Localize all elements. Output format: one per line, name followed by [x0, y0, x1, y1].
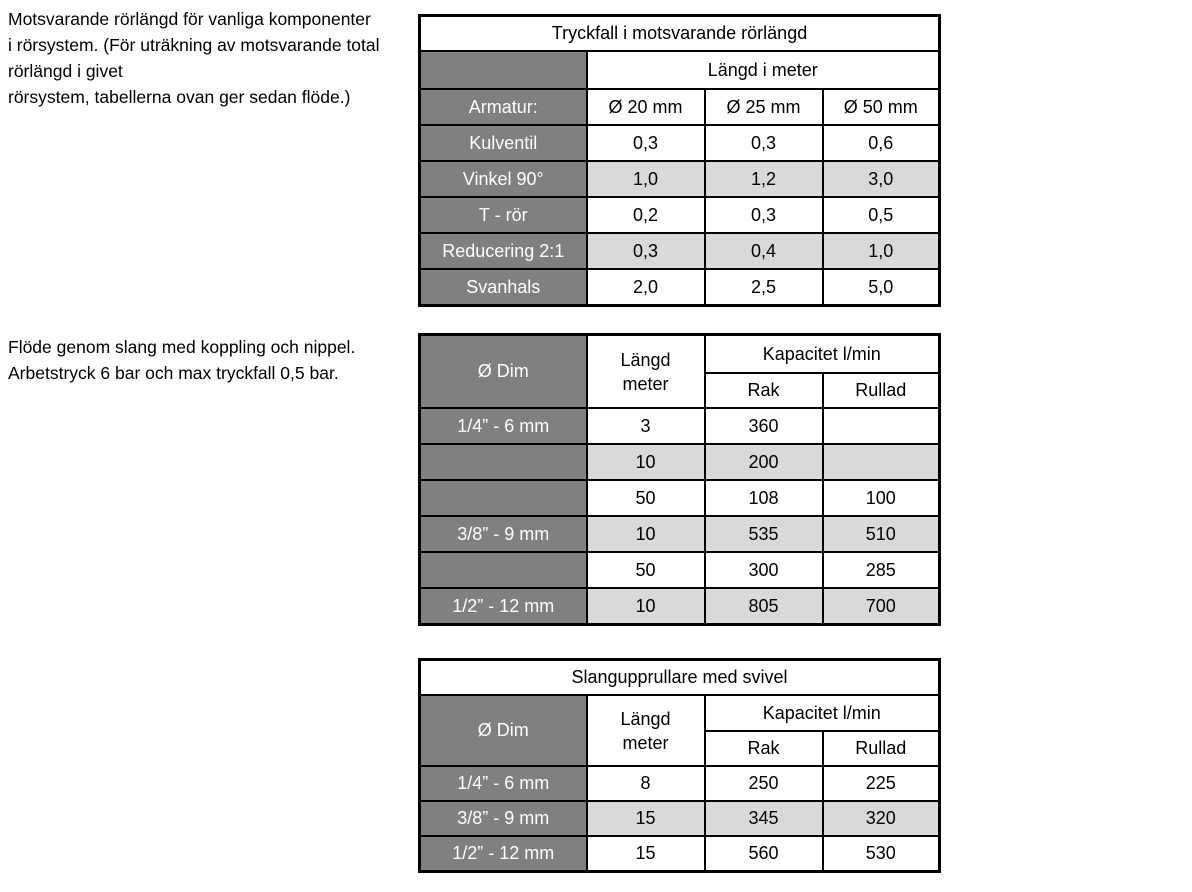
value-cell: 0,3	[705, 197, 823, 233]
value-cell: 2,0	[587, 269, 705, 306]
row-label-cell: Reducering 2:1	[420, 233, 587, 269]
armatur-header-cell: Armatur:	[420, 89, 587, 125]
table-title-row	[420, 660, 940, 696]
hose-flow-table	[418, 333, 941, 626]
table-row	[420, 480, 940, 516]
span-header-cell: Längd i meter	[587, 51, 940, 89]
value-cell: 15	[587, 801, 705, 836]
value-cell: 805	[705, 588, 823, 625]
table-row	[420, 233, 940, 269]
value-cell: 345	[705, 801, 823, 836]
value-cell: 560	[705, 836, 823, 872]
value-cell: 10	[587, 516, 705, 552]
rullad-header-cell: Rullad	[823, 373, 940, 408]
table-row	[420, 766, 940, 801]
value-cell: 700	[823, 588, 940, 625]
table-title: Tryckfall i motsvarande rörlängd	[420, 16, 940, 52]
value-cell: 300	[705, 552, 823, 588]
value-cell: 1,0	[587, 161, 705, 197]
row-label-cell	[420, 480, 587, 516]
table-row	[420, 836, 940, 872]
langd-header-line: Längd	[620, 708, 671, 729]
langd-header-line: meter	[622, 373, 669, 394]
value-cell: 1,2	[705, 161, 823, 197]
langd-header-cell	[587, 335, 705, 409]
rullad-header-cell: Rullad	[823, 731, 940, 766]
value-cell: 5,0	[823, 269, 940, 306]
table-row	[420, 161, 940, 197]
row-label-cell: Kulventil	[420, 125, 587, 161]
value-cell: 530	[823, 836, 940, 872]
dim-header-cell: Ø Dim	[420, 695, 587, 766]
value-cell: 2,5	[705, 269, 823, 306]
table-row	[420, 269, 940, 306]
diameter-header-cell: Ø 25 mm	[705, 89, 823, 125]
langd-header-cell	[587, 695, 705, 766]
row-label-cell	[420, 444, 587, 480]
diameter-header-cell: Ø 20 mm	[587, 89, 705, 125]
row-label-cell: Svanhals	[420, 269, 587, 306]
value-cell: 3,0	[823, 161, 940, 197]
table-title-row	[420, 16, 940, 52]
value-cell	[823, 408, 940, 444]
rak-header-cell: Rak	[705, 731, 823, 766]
value-cell: 0,4	[705, 233, 823, 269]
note-line: rörlängd i givet	[8, 61, 123, 81]
value-cell: 0,6	[823, 125, 940, 161]
tryckfall-table	[418, 14, 941, 307]
note-line: i rörsystem. (För uträkning av motsvarande total	[8, 35, 380, 55]
kapacitet-header-cell: Kapacitet l/min	[705, 695, 940, 731]
value-cell: 535	[705, 516, 823, 552]
diameter-header-cell: Ø 50 mm	[823, 89, 940, 125]
kapacitet-header-cell: Kapacitet l/min	[705, 335, 940, 374]
row-label-cell: 3/8” - 9 mm	[420, 516, 587, 552]
value-cell: 200	[705, 444, 823, 480]
column-header-row	[420, 89, 940, 125]
value-cell: 225	[823, 766, 940, 801]
row-label-cell: 1/2” - 12 mm	[420, 588, 587, 625]
value-cell: 360	[705, 408, 823, 444]
header-row	[420, 695, 940, 731]
value-cell: 250	[705, 766, 823, 801]
note-line: Arbetstryck 6 bar och max tryckfall 0,5 bar.	[8, 363, 339, 383]
row-label-cell: 1/2” - 12 mm	[420, 836, 587, 872]
table-row	[420, 444, 940, 480]
value-cell: 50	[587, 552, 705, 588]
value-cell: 285	[823, 552, 940, 588]
note-line: Motsvarande rörlängd för vanliga komponenter	[8, 9, 371, 29]
value-cell: 3	[587, 408, 705, 444]
span-header-row	[420, 51, 940, 89]
note-line: Flöde genom slang med koppling och nippel.	[8, 337, 356, 357]
hose-reel-table	[418, 658, 941, 873]
value-cell: 108	[705, 480, 823, 516]
rak-header-cell: Rak	[705, 373, 823, 408]
value-cell: 510	[823, 516, 940, 552]
langd-header-line: Längd	[620, 349, 671, 370]
pipe-length-note	[8, 6, 380, 110]
table-row	[420, 125, 940, 161]
value-cell: 100	[823, 480, 940, 516]
value-cell: 0,2	[587, 197, 705, 233]
row-label-cell: 3/8” - 9 mm	[420, 801, 587, 836]
table-row	[420, 552, 940, 588]
table-row	[420, 197, 940, 233]
note-line: rörsystem, tabellerna ovan ger sedan flöde.)	[8, 87, 351, 107]
value-cell: 50	[587, 480, 705, 516]
value-cell: 15	[587, 836, 705, 872]
row-label-cell: 1/4” - 6 mm	[420, 766, 587, 801]
hose-flow-note	[8, 334, 355, 386]
table-row	[420, 516, 940, 552]
value-cell	[823, 444, 940, 480]
row-label-cell: T - rör	[420, 197, 587, 233]
value-cell: 10	[587, 588, 705, 625]
table-row	[420, 801, 940, 836]
value-cell: 10	[587, 444, 705, 480]
row-label-cell	[420, 552, 587, 588]
value-cell: 0,3	[705, 125, 823, 161]
row-label-cell: 1/4” - 6 mm	[420, 408, 587, 444]
dim-header-cell: Ø Dim	[420, 335, 587, 409]
table-row	[420, 408, 940, 444]
value-cell: 0,3	[587, 233, 705, 269]
header-row	[420, 335, 940, 374]
table-row	[420, 588, 940, 625]
table-title: Slangupprullare med svivel	[420, 660, 940, 696]
value-cell: 1,0	[823, 233, 940, 269]
value-cell: 0,3	[587, 125, 705, 161]
value-cell: 320	[823, 801, 940, 836]
value-cell: 8	[587, 766, 705, 801]
value-cell: 0,5	[823, 197, 940, 233]
empty-corner-cell	[420, 51, 587, 89]
langd-header-line: meter	[622, 732, 669, 753]
row-label-cell: Vinkel 90°	[420, 161, 587, 197]
